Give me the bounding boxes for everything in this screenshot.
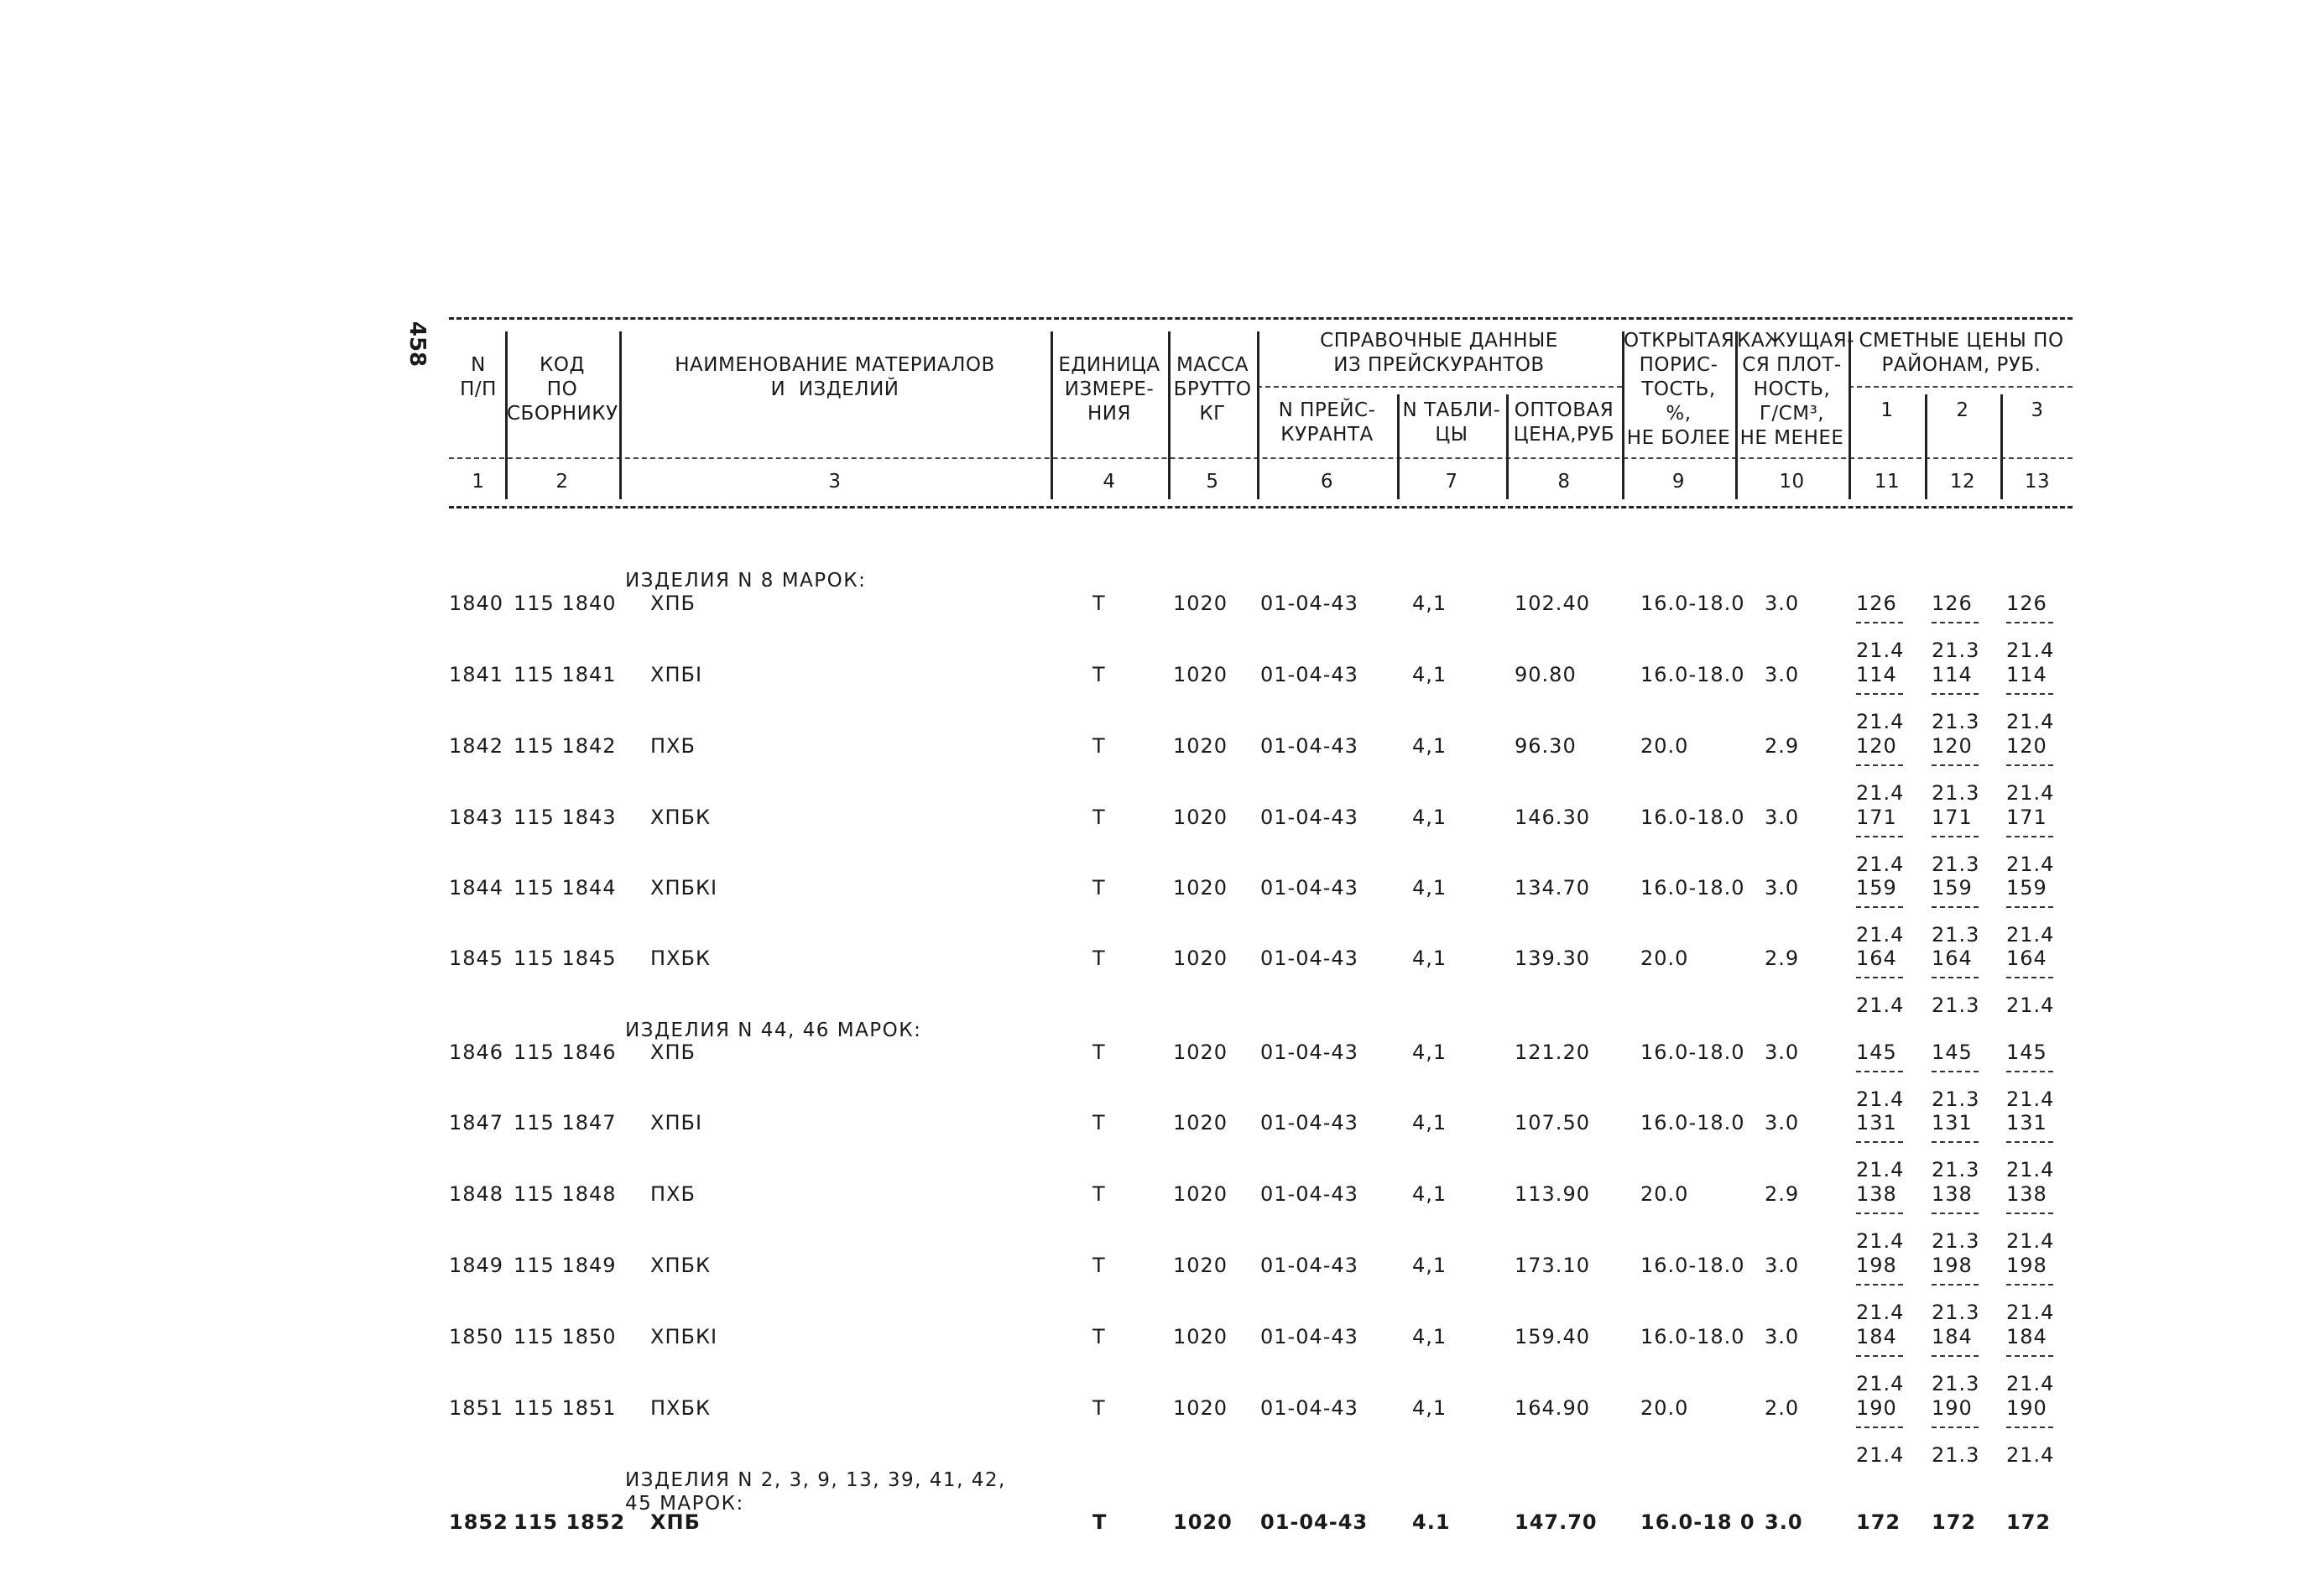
cell-price-list: 01-04-43 xyxy=(1260,1396,1358,1420)
cell-price: 96.30 xyxy=(1515,734,1577,758)
cell-coefficient: 21.4 xyxy=(1856,1158,1905,1181)
price-divider xyxy=(1932,764,1979,766)
cell-unit: Т xyxy=(1092,663,1106,686)
cell-table: 4.1 xyxy=(1412,1510,1451,1534)
cell-p1: 171 xyxy=(1856,806,1897,829)
price-divider xyxy=(1856,693,1903,695)
cell-density: 3.0 xyxy=(1765,1510,1803,1534)
cell-table: 4,1 xyxy=(1412,734,1447,758)
cell-p3: 114 xyxy=(2006,663,2047,686)
header-number: 11 xyxy=(1874,471,1901,493)
price-divider xyxy=(2006,1426,2053,1428)
price-group-rule xyxy=(1849,386,2073,388)
cell-n: 1843 xyxy=(449,806,504,829)
cell-porosity: 16.0-18.0 xyxy=(1640,663,1745,686)
header-ref-group: СПРАВОЧНЫЕ ДАННЫЕ ИЗ ПРЕЙСКУРАНТОВ xyxy=(1320,330,1558,376)
cell-coefficient: 21.3 xyxy=(1932,1158,1980,1181)
cell-code: 115 1848 xyxy=(514,1182,617,1206)
cell-density: 2.9 xyxy=(1765,1182,1800,1206)
cell-name: ХПБ xyxy=(650,1510,701,1534)
price-divider xyxy=(2006,1141,2053,1143)
cell-table: 4,1 xyxy=(1412,947,1447,970)
cell-n: 1844 xyxy=(449,876,504,900)
cell-unit: Т xyxy=(1092,876,1106,900)
cell-p2: 138 xyxy=(1932,1182,1973,1206)
cell-n: 1840 xyxy=(449,592,504,615)
cell-density: 3.0 xyxy=(1765,1111,1800,1134)
price-divider xyxy=(2006,622,2053,623)
cell-coefficient: 21.4 xyxy=(1856,639,1905,662)
cell-name: ХПБКI xyxy=(650,876,718,900)
cell-coefficient: 21.4 xyxy=(1856,853,1905,876)
price-divider xyxy=(1856,1213,1903,1214)
cell-p3: 159 xyxy=(2006,876,2047,900)
cell-price-list: 01-04-43 xyxy=(1260,663,1358,686)
cell-coefficient: 21.4 xyxy=(1856,1229,1905,1253)
cell-price-list: 01-04-43 xyxy=(1260,947,1358,970)
price-divider xyxy=(1932,1071,1979,1072)
header-number: 5 xyxy=(1206,471,1219,493)
cell-name: ХПБК xyxy=(650,806,711,829)
cell-coefficient: 21.4 xyxy=(2006,710,2055,733)
price-divider xyxy=(1932,1355,1979,1357)
cell-p2: 172 xyxy=(1932,1510,1977,1534)
cell-porosity: 20.0 xyxy=(1640,1182,1689,1206)
cell-price: 173.10 xyxy=(1515,1254,1590,1277)
cell-porosity: 16.0-18.0 xyxy=(1640,592,1745,615)
cell-name: ХПБI xyxy=(650,1111,703,1134)
cell-p2: 198 xyxy=(1932,1254,1973,1277)
price-divider xyxy=(2006,977,2053,978)
header-top-rule xyxy=(449,317,2073,320)
cell-code: 115 1851 xyxy=(514,1396,617,1420)
cell-p1: 164 xyxy=(1856,947,1897,970)
cell-coefficient: 21.4 xyxy=(2006,1229,2055,1253)
cell-price: 164.90 xyxy=(1515,1396,1590,1420)
cell-n: 1852 xyxy=(449,1510,508,1534)
header-col-6: N ПРЕЙС- КУРАНТА xyxy=(1278,399,1376,446)
header-number: 8 xyxy=(1557,471,1571,493)
cell-mass: 1020 xyxy=(1173,1325,1228,1348)
cell-coefficient: 21.4 xyxy=(2006,781,2055,805)
cell-p3: 120 xyxy=(2006,734,2047,758)
cell-mass: 1020 xyxy=(1173,1396,1228,1420)
cell-code: 115 1841 xyxy=(514,663,617,686)
cell-table: 4,1 xyxy=(1412,663,1447,686)
cell-code: 115 1846 xyxy=(514,1041,617,1064)
cell-unit: Т xyxy=(1092,734,1106,758)
cell-p1: 190 xyxy=(1856,1396,1897,1420)
cell-coefficient: 21.4 xyxy=(1856,1301,1905,1324)
cell-unit: Т xyxy=(1092,1111,1106,1134)
cell-p2: 120 xyxy=(1932,734,1973,758)
header-number: 4 xyxy=(1103,471,1116,493)
cell-name: ПХБК xyxy=(650,1396,711,1420)
price-divider xyxy=(1856,1284,1903,1286)
cell-coefficient: 21.3 xyxy=(1932,994,1980,1017)
cell-coefficient: 21.4 xyxy=(2006,1443,2055,1467)
cell-mass: 1020 xyxy=(1173,1182,1228,1206)
header-number: 7 xyxy=(1445,471,1458,493)
cell-p3: 190 xyxy=(2006,1396,2047,1420)
cell-coefficient: 21.3 xyxy=(1932,853,1980,876)
cell-name: ХПБI xyxy=(650,663,703,686)
cell-n: 1850 xyxy=(449,1325,504,1348)
cell-coefficient: 21.4 xyxy=(2006,923,2055,947)
cell-n: 1847 xyxy=(449,1111,504,1134)
header-number: 9 xyxy=(1671,471,1686,493)
cell-coefficient: 21.4 xyxy=(1856,781,1905,805)
cell-density: 3.0 xyxy=(1765,1325,1800,1348)
cell-code: 115 1840 xyxy=(514,592,617,615)
cell-p3: 171 xyxy=(2006,806,2047,829)
cell-p1: 138 xyxy=(1856,1182,1897,1206)
cell-p3: 126 xyxy=(2006,592,2047,615)
price-divider xyxy=(1932,1284,1979,1286)
cell-coefficient: 21.3 xyxy=(1932,923,1980,947)
cell-price: 147.70 xyxy=(1515,1510,1598,1534)
cell-n: 1851 xyxy=(449,1396,504,1420)
price-divider xyxy=(1932,836,1979,837)
cell-table: 4,1 xyxy=(1412,592,1447,615)
cell-mass: 1020 xyxy=(1173,1254,1228,1277)
cell-table: 4,1 xyxy=(1412,876,1447,900)
header-region-3: 3 xyxy=(2031,399,2044,421)
price-divider xyxy=(1856,977,1903,978)
cell-price-list: 01-04-43 xyxy=(1260,734,1358,758)
price-divider xyxy=(1856,622,1903,623)
price-divider xyxy=(1932,693,1979,695)
cell-code: 115 1843 xyxy=(514,806,617,829)
cell-density: 3.0 xyxy=(1765,1041,1800,1064)
cell-unit: Т xyxy=(1092,1510,1108,1534)
cell-unit: Т xyxy=(1092,1254,1106,1277)
cell-p1: 114 xyxy=(1856,663,1897,686)
cell-coefficient: 21.4 xyxy=(1856,710,1905,733)
cell-p1: 172 xyxy=(1856,1510,1901,1534)
cell-coefficient: 21.3 xyxy=(1932,639,1980,662)
cell-unit: Т xyxy=(1092,1396,1106,1420)
cell-table: 4,1 xyxy=(1412,1396,1447,1420)
cell-mass: 1020 xyxy=(1173,734,1228,758)
cell-coefficient: 21.3 xyxy=(1932,1087,1980,1111)
cell-porosity: 16.0-18.0 xyxy=(1640,1325,1745,1348)
cell-coefficient: 21.4 xyxy=(2006,853,2055,876)
cell-unit: Т xyxy=(1092,1325,1106,1348)
header-region-2: 2 xyxy=(1956,399,1969,421)
cell-price-list: 01-04-43 xyxy=(1260,1041,1358,1064)
cell-code: 115 1847 xyxy=(514,1111,617,1134)
cell-density: 3.0 xyxy=(1765,876,1800,900)
cell-code: 115 1849 xyxy=(514,1254,617,1277)
cell-table: 4,1 xyxy=(1412,806,1447,829)
cell-name: ПХБ xyxy=(650,1182,696,1206)
price-divider xyxy=(1856,1355,1903,1357)
cell-table: 4,1 xyxy=(1412,1182,1447,1206)
price-divider xyxy=(2006,906,2053,908)
cell-unit: Т xyxy=(1092,806,1106,829)
cell-code: 115 1850 xyxy=(514,1325,617,1348)
header-number: 1 xyxy=(472,471,485,493)
cell-code: 115 1844 xyxy=(514,876,617,900)
cell-n: 1848 xyxy=(449,1182,504,1206)
cell-price-list: 01-04-43 xyxy=(1260,876,1358,900)
cell-p3: 138 xyxy=(2006,1182,2047,1206)
group-title: ИЗДЕЛИЯ N 8 МАРОК: xyxy=(625,570,867,592)
header-col-10: КАЖУЩАЯ- СЯ ПЛОТ- НОСТЬ, Г/СМ³, НЕ МЕНЕЕ xyxy=(1737,330,1855,449)
price-divider xyxy=(2006,764,2053,766)
cell-n: 1849 xyxy=(449,1254,504,1277)
price-divider xyxy=(1932,1213,1979,1214)
header-number: 12 xyxy=(1949,471,1976,493)
price-divider xyxy=(1856,906,1903,908)
cell-price-list: 01-04-43 xyxy=(1260,1111,1358,1134)
price-divider xyxy=(1932,1141,1979,1143)
header-col-8: ОПТОВАЯ ЦЕНА,РУБ xyxy=(1513,399,1615,446)
price-divider xyxy=(1932,1426,1979,1428)
header-number: 2 xyxy=(555,471,569,493)
cell-table: 4,1 xyxy=(1412,1325,1447,1348)
cell-density: 3.0 xyxy=(1765,592,1800,615)
cell-porosity: 16.0-18 0 xyxy=(1640,1510,1755,1534)
cell-p2: 145 xyxy=(1932,1041,1973,1064)
cell-porosity: 16.0-18.0 xyxy=(1640,1111,1745,1134)
header-col-1: N П/П xyxy=(460,354,497,400)
cell-coefficient: 21.3 xyxy=(1932,1229,1980,1253)
cell-mass: 1020 xyxy=(1173,663,1228,686)
cell-name: ХПБ xyxy=(650,592,696,615)
cell-p1: 184 xyxy=(1856,1325,1897,1348)
cell-coefficient: 21.3 xyxy=(1932,1443,1980,1467)
cell-coefficient: 21.4 xyxy=(1856,1372,1905,1395)
price-divider xyxy=(1856,1071,1903,1072)
cell-porosity: 20.0 xyxy=(1640,947,1689,970)
cell-p1: 131 xyxy=(1856,1111,1897,1134)
cell-mass: 1020 xyxy=(1173,1510,1233,1534)
cell-n: 1846 xyxy=(449,1041,504,1064)
cell-porosity: 20.0 xyxy=(1640,1396,1689,1420)
cell-p3: 164 xyxy=(2006,947,2047,970)
cell-mass: 1020 xyxy=(1173,876,1228,900)
header-number: 10 xyxy=(1779,471,1805,493)
cell-coefficient: 21.3 xyxy=(1932,710,1980,733)
cell-price: 139.30 xyxy=(1515,947,1590,970)
cell-density: 2.9 xyxy=(1765,734,1800,758)
cell-porosity: 16.0-18.0 xyxy=(1640,876,1745,900)
cell-coefficient: 21.4 xyxy=(1856,1087,1905,1111)
cell-p2: 126 xyxy=(1932,592,1973,615)
cell-n: 1842 xyxy=(449,734,504,758)
cell-name: ПХБ xyxy=(650,734,696,758)
cell-coefficient: 21.4 xyxy=(2006,994,2055,1017)
price-divider xyxy=(2006,1071,2053,1072)
cell-coefficient: 21.4 xyxy=(2006,639,2055,662)
cell-density: 2.9 xyxy=(1765,947,1800,970)
cell-price-list: 01-04-43 xyxy=(1260,1182,1358,1206)
price-divider xyxy=(1932,622,1979,623)
cell-name: ПХБК xyxy=(650,947,711,970)
ref-group-rule xyxy=(1257,386,1622,388)
header-price-group: СМЕТНЫЕ ЦЕНЫ ПО РАЙОНАМ, РУБ. xyxy=(1859,330,2064,376)
header-number: 13 xyxy=(2024,471,2051,493)
cell-code: 115 1845 xyxy=(514,947,617,970)
cell-coefficient: 21.4 xyxy=(2006,1158,2055,1181)
header-col-2: КОД ПО СБОРНИКУ xyxy=(507,354,618,425)
cell-price: 90.80 xyxy=(1515,663,1577,686)
cell-p2: 171 xyxy=(1932,806,1973,829)
header-numbers-rule xyxy=(449,457,2073,459)
cell-table: 4,1 xyxy=(1412,1254,1447,1277)
price-divider xyxy=(1932,977,1979,978)
cell-price-list: 01-04-43 xyxy=(1260,1510,1369,1534)
cell-coefficient: 21.4 xyxy=(1856,923,1905,947)
price-divider xyxy=(1856,1426,1903,1428)
cell-price: 146.30 xyxy=(1515,806,1590,829)
cell-density: 2.0 xyxy=(1765,1396,1800,1420)
cell-price-list: 01-04-43 xyxy=(1260,1254,1358,1277)
cell-p2: 114 xyxy=(1932,663,1973,686)
cell-coefficient: 21.4 xyxy=(2006,1372,2055,1395)
cell-density: 3.0 xyxy=(1765,1254,1800,1277)
cell-mass: 1020 xyxy=(1173,947,1228,970)
cell-code: 115 1852 xyxy=(514,1510,626,1534)
cell-price: 113.90 xyxy=(1515,1182,1590,1206)
price-divider xyxy=(1932,906,1979,908)
cell-p1: 126 xyxy=(1856,592,1897,615)
cell-unit: Т xyxy=(1092,947,1106,970)
cell-mass: 1020 xyxy=(1173,592,1228,615)
header-col-4: ЕДИНИЦА ИЗМЕРЕ- НИЯ xyxy=(1058,354,1160,425)
cell-porosity: 16.0-18.0 xyxy=(1640,1041,1745,1064)
cell-mass: 1020 xyxy=(1173,1041,1228,1064)
cell-n: 1841 xyxy=(449,663,504,686)
price-divider xyxy=(1856,1141,1903,1143)
cell-price-list: 01-04-43 xyxy=(1260,806,1358,829)
cell-p3: 198 xyxy=(2006,1254,2047,1277)
header-col-5: МАССА БРУТТО КГ xyxy=(1173,354,1252,425)
cell-p1: 120 xyxy=(1856,734,1897,758)
price-divider xyxy=(1856,836,1903,837)
cell-coefficient: 21.4 xyxy=(2006,1087,2055,1111)
price-divider xyxy=(2006,693,2053,695)
price-divider xyxy=(2006,1213,2053,1214)
cell-p1: 145 xyxy=(1856,1041,1897,1064)
group-title: ИЗДЕЛИЯ N 44, 46 МАРОК: xyxy=(625,1020,922,1041)
cell-price: 121.20 xyxy=(1515,1041,1590,1064)
header-bottom-rule xyxy=(449,506,2073,509)
price-divider xyxy=(2006,836,2053,837)
cell-table: 4,1 xyxy=(1412,1041,1447,1064)
cell-mass: 1020 xyxy=(1173,806,1228,829)
cell-p1: 159 xyxy=(1856,876,1897,900)
cell-p3: 145 xyxy=(2006,1041,2047,1064)
header-col-7: N ТАБЛИ- ЦЫ xyxy=(1402,399,1501,446)
cell-p2: 131 xyxy=(1932,1111,1973,1134)
header-col-9: ОТКРЫТАЯ ПОРИС- ТОСТЬ, %, НЕ БОЛЕЕ xyxy=(1624,330,1735,449)
cell-n: 1845 xyxy=(449,947,504,970)
cell-p3: 131 xyxy=(2006,1111,2047,1134)
cell-price: 107.50 xyxy=(1515,1111,1590,1134)
cell-code: 115 1842 xyxy=(514,734,617,758)
cell-p3: 184 xyxy=(2006,1325,2047,1348)
header-col-3: НАИМЕНОВАНИЕ МАТЕРИАЛОВ И ИЗДЕЛИЙ xyxy=(675,354,995,400)
group-title: ИЗДЕЛИЯ N 2, 3, 9, 13, 39, 41, 42, 45 МАРОК: xyxy=(625,1469,1006,1515)
cell-p3: 172 xyxy=(2006,1510,2052,1534)
cell-p2: 159 xyxy=(1932,876,1973,900)
cell-density: 3.0 xyxy=(1765,806,1800,829)
cell-unit: Т xyxy=(1092,592,1106,615)
cell-p2: 184 xyxy=(1932,1325,1973,1348)
cell-porosity: 16.0-18.0 xyxy=(1640,806,1745,829)
header-region-1: 1 xyxy=(1880,399,1894,421)
cell-price-list: 01-04-43 xyxy=(1260,1325,1358,1348)
cell-name: ХПБКI xyxy=(650,1325,718,1348)
cell-price: 102.40 xyxy=(1515,592,1590,615)
cell-porosity: 20.0 xyxy=(1640,734,1689,758)
price-divider xyxy=(2006,1355,2053,1357)
cell-coefficient: 21.4 xyxy=(2006,1301,2055,1324)
cell-coefficient: 21.4 xyxy=(1856,994,1905,1017)
cell-p2: 164 xyxy=(1932,947,1973,970)
cell-unit: Т xyxy=(1092,1041,1106,1064)
cell-coefficient: 21.3 xyxy=(1932,1372,1980,1395)
price-divider xyxy=(2006,1284,2053,1286)
cell-coefficient: 21.3 xyxy=(1932,1301,1980,1324)
page-number: 458 xyxy=(404,321,430,368)
cell-density: 3.0 xyxy=(1765,663,1800,686)
cell-coefficient: 21.3 xyxy=(1932,781,1980,805)
cell-porosity: 16.0-18.0 xyxy=(1640,1254,1745,1277)
cell-price: 159.40 xyxy=(1515,1325,1590,1348)
header-number: 3 xyxy=(828,471,842,493)
cell-price-list: 01-04-43 xyxy=(1260,592,1358,615)
cell-p2: 190 xyxy=(1932,1396,1973,1420)
cell-coefficient: 21.4 xyxy=(1856,1443,1905,1467)
header-number: 6 xyxy=(1320,471,1334,493)
cell-table: 4,1 xyxy=(1412,1111,1447,1134)
cell-p1: 198 xyxy=(1856,1254,1897,1277)
cell-name: ХПБК xyxy=(650,1254,711,1277)
cell-unit: Т xyxy=(1092,1182,1106,1206)
cell-mass: 1020 xyxy=(1173,1111,1228,1134)
cell-price: 134.70 xyxy=(1515,876,1590,900)
cell-name: ХПБ xyxy=(650,1041,696,1064)
price-divider xyxy=(1856,764,1903,766)
